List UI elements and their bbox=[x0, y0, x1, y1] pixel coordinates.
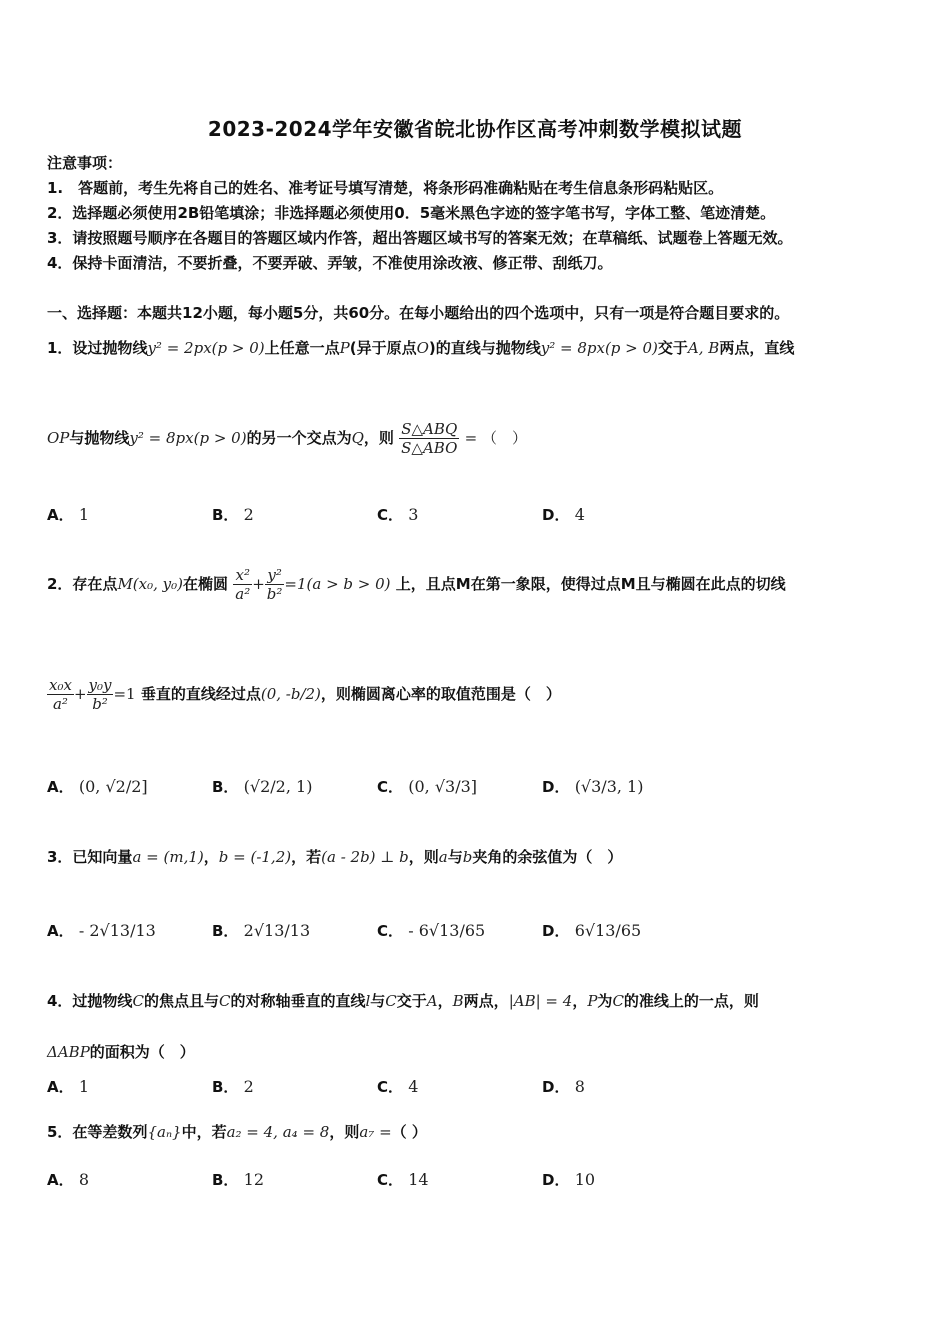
option-value: (√3/3, 1) bbox=[574, 777, 644, 796]
option-label: B． bbox=[212, 506, 239, 524]
q1-option-c[interactable] bbox=[377, 504, 418, 525]
option-label: B． bbox=[212, 1078, 239, 1096]
q4-option-c[interactable] bbox=[377, 1076, 418, 1097]
q4-formula: C bbox=[218, 992, 231, 1010]
fraction-denominator: b² bbox=[266, 585, 283, 603]
q2-text: 在椭圆 bbox=[183, 575, 229, 593]
question-2-line-2 bbox=[47, 676, 561, 713]
question-1-line-1 bbox=[47, 337, 794, 358]
fraction-numerator: y₀y bbox=[88, 676, 112, 694]
question-4-line-1 bbox=[47, 990, 759, 1011]
q1-text: 的另一个交点为 bbox=[246, 429, 352, 447]
q5-text: 中，若 bbox=[181, 1123, 227, 1141]
q1-text: 交于 bbox=[657, 339, 688, 357]
q3-formula: a = (m,1) bbox=[132, 848, 204, 866]
q3-text: ， bbox=[203, 848, 219, 866]
q4-formula: C bbox=[132, 992, 144, 1010]
q4-formula: l bbox=[365, 992, 371, 1010]
q4-text: ， bbox=[572, 992, 588, 1010]
option-value: 12 bbox=[243, 1170, 265, 1189]
option-label: D． bbox=[542, 778, 570, 796]
fraction-denominator: b² bbox=[92, 695, 108, 713]
q1-text: 与抛物线 bbox=[69, 429, 130, 447]
q3-option-a[interactable] bbox=[47, 920, 156, 941]
q1-text: (异于原点 bbox=[349, 339, 417, 357]
q5-formula: a₂ = 4, a₄ = 8 bbox=[226, 1123, 330, 1141]
option-label: D． bbox=[542, 922, 570, 940]
option-label: C． bbox=[377, 778, 404, 796]
q3-text: ，若 bbox=[291, 848, 322, 866]
q3-formula: b = (-1,2) bbox=[218, 848, 292, 866]
q3-text: 与 bbox=[447, 848, 463, 866]
q1-formula: P bbox=[339, 339, 350, 357]
q1-area-ratio-fraction bbox=[399, 420, 459, 457]
q2-text: ，则椭圆离心率的取值范围是（ ） bbox=[320, 685, 561, 703]
q2-text: 2．存在点 bbox=[47, 575, 118, 593]
question-3-line-1 bbox=[47, 846, 622, 867]
q4-option-d[interactable] bbox=[542, 1076, 585, 1097]
q4-text: 的对称轴垂直的直线 bbox=[230, 992, 366, 1010]
q2-ellipse-x-term bbox=[233, 566, 252, 603]
option-value: 6√13/65 bbox=[574, 921, 642, 940]
q1-text: ，则 bbox=[363, 429, 394, 447]
q4-text: 的焦点且与 bbox=[143, 992, 219, 1010]
option-label: D． bbox=[542, 506, 570, 524]
q1-formula: Q bbox=[351, 429, 364, 447]
question-1-line-2 bbox=[47, 420, 527, 457]
q1-text: = （ ） bbox=[464, 429, 527, 447]
fraction-denominator: a² bbox=[235, 585, 251, 603]
q2-ellipse-y-term bbox=[265, 566, 285, 603]
q4-text: 与 bbox=[370, 992, 386, 1010]
q1-formula: O bbox=[416, 339, 429, 357]
option-value: 2√13/13 bbox=[243, 921, 311, 940]
q5-option-d[interactable] bbox=[542, 1169, 595, 1190]
q4-formula: B bbox=[452, 992, 464, 1010]
q1-text: 上任意一点 bbox=[264, 339, 340, 357]
question-5-line-1 bbox=[47, 1121, 427, 1142]
option-value: 2 bbox=[243, 505, 254, 524]
q2-formula: =1 bbox=[113, 685, 136, 703]
q5-text: 5．在等差数列 bbox=[47, 1123, 148, 1141]
q1-fraction-numerator: S△ABQ bbox=[399, 420, 459, 439]
q1-text: 1．设过抛物线 bbox=[47, 339, 148, 357]
q3-formula: b bbox=[462, 848, 473, 866]
q3-text: 夹角的余弦值为（ ） bbox=[472, 848, 623, 866]
q1-text: )的直线与抛物线 bbox=[428, 339, 541, 357]
fraction-denominator: a² bbox=[52, 695, 68, 713]
option-label: A． bbox=[47, 778, 74, 796]
q2-text: 上，且点M在第一象限，使得过点M且与椭圆在此点的切线 bbox=[395, 575, 786, 593]
q5-text: ，则 bbox=[329, 1123, 360, 1141]
option-label: B． bbox=[212, 778, 239, 796]
option-label: C． bbox=[377, 922, 404, 940]
q4-formula: |AB| = 4 bbox=[508, 992, 573, 1010]
q4-formula: A bbox=[426, 992, 438, 1010]
option-label: B． bbox=[212, 1171, 239, 1189]
fraction-numerator: x₀x bbox=[49, 676, 72, 694]
q2-option-c[interactable] bbox=[377, 776, 477, 797]
option-value: 1 bbox=[78, 1077, 90, 1096]
q2-option-a[interactable] bbox=[47, 776, 148, 797]
q5-text: （ ） bbox=[391, 1123, 427, 1141]
q3-option-c[interactable] bbox=[377, 920, 485, 941]
q4-text: 两点， bbox=[463, 992, 509, 1010]
option-value: 2 bbox=[243, 1077, 254, 1096]
option-label: C． bbox=[377, 1171, 404, 1189]
option-value: 8 bbox=[574, 1077, 585, 1096]
q4-formula: C bbox=[612, 992, 624, 1010]
q1-formula: A, B bbox=[687, 339, 720, 357]
option-value: 10 bbox=[574, 1170, 596, 1189]
notice-item-1: 1. 答题前，考生先将自己的姓名、准考证号填写清楚，将条形码准确粘贴在考生信息条形码粘贴区。 bbox=[47, 179, 724, 197]
q4-text: 4．过抛物线 bbox=[47, 992, 133, 1010]
notice-item-3: 3．请按照题号顺序在各题目的答题区域内作答，超出答题区域书写的答案无效；在草稿纸、试题卷上答题无效。 bbox=[47, 229, 793, 247]
q5-option-b[interactable] bbox=[212, 1169, 264, 1190]
q5-formula: {aₙ} bbox=[147, 1123, 182, 1141]
q1-formula: y² = 2px(p > 0) bbox=[147, 339, 265, 357]
q2-option-d[interactable] bbox=[542, 776, 643, 797]
q4-text: ， bbox=[437, 992, 453, 1010]
q2-tangent-x-term bbox=[47, 676, 74, 713]
notice-item-4: 4．保持卡面清洁，不要折叠，不要弄破、弄皱，不准使用涂改液、修正带、刮纸刀。 bbox=[47, 254, 613, 272]
option-label: A． bbox=[47, 1171, 74, 1189]
option-value: 4 bbox=[408, 1077, 419, 1096]
q3-formula: a bbox=[438, 848, 448, 866]
q3-option-d[interactable] bbox=[542, 920, 641, 941]
q1-option-d[interactable] bbox=[542, 504, 585, 525]
option-label: D． bbox=[542, 1078, 570, 1096]
section-heading: 一、选择题：本题共12小题，每小题5分，共60分。在每小题给出的四个选项中，只有一项是符合题目要求的。 bbox=[47, 304, 790, 322]
q4-text: 的面积为（ ） bbox=[89, 1043, 195, 1061]
option-value: 14 bbox=[408, 1170, 429, 1189]
q2-text: 垂直的直线经过点 bbox=[140, 685, 261, 703]
option-value: - 6√13/65 bbox=[408, 921, 486, 940]
q1-option-a[interactable] bbox=[47, 504, 89, 525]
option-label: C． bbox=[377, 506, 404, 524]
option-value: (0, √2/2] bbox=[78, 777, 148, 796]
page-title: 2023-2024学年安徽省皖北协作区高考冲刺数学模拟试题 bbox=[207, 117, 743, 141]
question-2-line-1 bbox=[47, 566, 786, 603]
option-value: 8 bbox=[78, 1170, 90, 1189]
option-label: A． bbox=[47, 1078, 74, 1096]
q5-option-a[interactable] bbox=[47, 1169, 89, 1190]
plus-sign: + bbox=[73, 685, 87, 703]
q2-formula: M(x₀, y₀) bbox=[117, 575, 183, 593]
option-label: B． bbox=[212, 922, 239, 940]
q4-text: 的准线上的一点，则 bbox=[623, 992, 759, 1010]
option-value: 4 bbox=[574, 505, 585, 524]
q1-option-b[interactable] bbox=[212, 504, 254, 525]
q5-option-c[interactable] bbox=[377, 1169, 429, 1190]
q2-formula: =1(a > b > 0) bbox=[284, 575, 391, 593]
option-value: 3 bbox=[408, 505, 419, 524]
option-value: - 2√13/13 bbox=[78, 921, 156, 940]
q3-option-b[interactable] bbox=[212, 920, 310, 941]
q1-formula: y² = 8px(p > 0) bbox=[129, 429, 247, 447]
q4-formula: ΔABP bbox=[47, 1043, 90, 1061]
q2-point-formula: (0, -b/2) bbox=[260, 685, 321, 703]
fraction-numerator: y² bbox=[265, 566, 285, 585]
option-label: A． bbox=[47, 922, 74, 940]
option-value: 1 bbox=[78, 505, 90, 524]
q4-option-b[interactable] bbox=[212, 1076, 254, 1097]
q4-option-a[interactable] bbox=[47, 1076, 89, 1097]
option-label: A． bbox=[47, 506, 74, 524]
fraction-numerator: x² bbox=[233, 566, 252, 585]
q5-formula: a₇ = bbox=[359, 1123, 392, 1141]
plus-sign: + bbox=[252, 575, 265, 593]
notice-item-2: 2．选择题必须使用2B铅笔填涂；非选择题必须使用0．5毫米黑色字迹的签字笔书写，字体工整、笔迹清楚。 bbox=[47, 204, 776, 222]
q3-text: ，则 bbox=[408, 848, 439, 866]
q3-formula: (a - 2b) ⊥ b bbox=[321, 848, 409, 866]
option-label: D． bbox=[542, 1171, 570, 1189]
option-value: (0, √3/3] bbox=[408, 777, 478, 796]
q4-formula: C bbox=[385, 992, 397, 1010]
q1-formula: OP bbox=[47, 429, 70, 447]
q2-option-b[interactable] bbox=[212, 776, 312, 797]
q1-text: 两点，直线 bbox=[719, 339, 795, 357]
q2-tangent-y-term bbox=[87, 676, 114, 713]
option-label: C． bbox=[377, 1078, 404, 1096]
q3-text: 3．已知向量 bbox=[47, 848, 133, 866]
q1-fraction-denominator: S△ABO bbox=[401, 439, 458, 457]
question-4-line-2 bbox=[47, 1041, 195, 1062]
notice-heading: 注意事项： bbox=[47, 154, 123, 172]
option-value: (√2/2, 1) bbox=[243, 777, 313, 796]
q4-formula: P bbox=[587, 992, 598, 1010]
q4-text: 为 bbox=[597, 992, 613, 1010]
q1-formula: y² = 8px(p > 0) bbox=[540, 339, 658, 357]
q4-text: 交于 bbox=[396, 992, 427, 1010]
